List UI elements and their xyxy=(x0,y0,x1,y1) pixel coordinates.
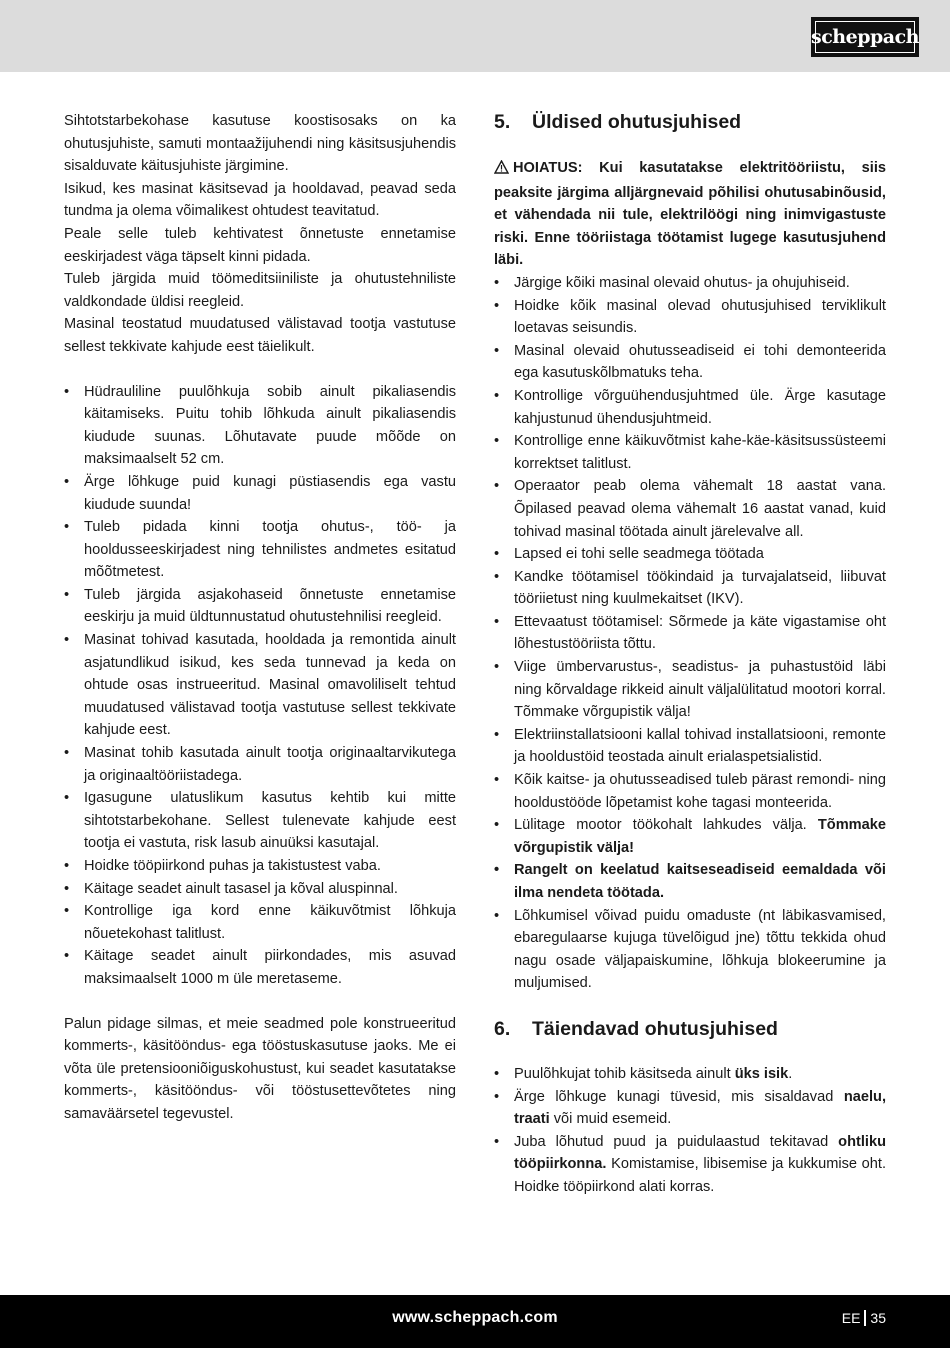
section-5-heading xyxy=(494,110,886,134)
bullet-dot: • xyxy=(494,726,500,743)
divider xyxy=(864,1310,866,1326)
bullet-dot: • xyxy=(64,880,70,897)
bullet-dot: • xyxy=(64,858,70,874)
bullet-dot: • xyxy=(494,907,500,924)
bullet-dot: • xyxy=(494,1133,500,1150)
list-item: • Käitage seadet ainult tasasel ja kõval aluspinnal. xyxy=(64,878,456,901)
bullet-dot: • xyxy=(64,519,70,536)
left-bullet-list xyxy=(64,381,456,991)
intro-paragraph: Isikud, kes masinat käsitsevad ja hooldavad, peavad seda tundma ja olema võimalikest ohtudest teavitatud. xyxy=(64,180,456,220)
list-item: • Tuleb järgida asjakohaseid õnnetuste ennetamise eeskirju ja muid üldtunnustatud ohutustehnilisi reegleid. xyxy=(64,584,456,629)
list-item: • Kontrollige võrguühendusjuhtmed üle. Ärge kasutage kahjustunud ühendusjuhtmeid. xyxy=(494,385,886,430)
warning-paragraph: HOIATUS: Kui kasutatakse elektritööriistu, siis peaksite järgima alljärgnevaid põhilisi ohutusabinõusid, et vähendada nii tule, elektrilöögi ning inimvigastuste riski. Enne tööriistaga töötamist lugege kasutusjuhend läbi. xyxy=(494,160,886,269)
right-column xyxy=(494,110,886,1199)
list-item: • Viige ümbervarustus-, seadistus- ja puhastustöid läbi ning kõrvaldage rikkeid ainult väljalülitatud mootori korral. Tõmmake võrgupistik välja! xyxy=(494,656,886,724)
bullet-dot: • xyxy=(64,632,70,649)
section-title: Täiendavad ohutusjuhised xyxy=(532,1017,778,1040)
list-item: • Kontrollige iga kord enne käikuvõtmist lõhkuja nõuetekohast talitlust. xyxy=(64,900,456,945)
list-item: • Elektriinstallatsiooni kallal tohivad installatsiooni, remonte ja hooldustöid teostada ainult erialaspetsialistid. xyxy=(494,724,886,769)
website-link[interactable]: www.scheppach.com xyxy=(392,1309,558,1326)
list-item: • Kontrollige enne käikuvõtmist kahe-käe-käsitsussüsteemi korrektset talitlust. xyxy=(494,430,886,475)
bullet-dot: • xyxy=(64,790,70,807)
footer-band xyxy=(0,1295,950,1348)
bullet-dot: • xyxy=(494,568,500,585)
bullet-dot: • xyxy=(494,387,500,404)
section-6-heading xyxy=(494,1017,886,1041)
list-item: • Operaator peab olema vähemalt 18 aastat vana. Õpilased peavad olema vähemalt 16 aastat vanad, kuid tohivad masinal töötada ainult järelevalve all. xyxy=(494,475,886,543)
language-code: EE xyxy=(841,1310,861,1326)
bullet-dot: • xyxy=(494,613,500,630)
warning-triangle-icon xyxy=(494,159,509,182)
list-item: • Kandke töötamisel töökindaid ja turvajalatseid, liibuvat tööriietust ning kuulmekaitset (IKV). xyxy=(494,566,886,611)
logo-text: scheppach xyxy=(815,21,915,53)
outro-paragraph: Palun pidage silmas, et meie seadmed pole konstrueeritud kommerts-, käsitööndus- ega tööstuskasutuse jaoks. Me ei võta üle pretensiooniõiguskohustust, kui seadet kasutatakse kommerts-, käsitööndus- või tööstusettevõtetes ning samaväärsetel tegevustel. xyxy=(64,1015,456,1122)
list-item: • Järgige kõiki masinal olevaid ohutus- ja ohujuhiseid. xyxy=(494,272,886,295)
section-number: 5. xyxy=(494,111,511,133)
intro-paragraph: Sihtotstarbekohase kasutuse koostisosaks on ka ohutusjuhiste, samuti montaažijuhendi ning käsitsusjuhendis sisalduvate käitusjuhiste järgimine. xyxy=(64,113,456,175)
bullet-dot: • xyxy=(64,383,70,400)
bullet-dot: • xyxy=(494,274,500,291)
section-number: 6. xyxy=(494,1017,511,1040)
list-item: • Hoidke kõik masinal olevad ohutusjuhised terviklikult loetavas seisundis. xyxy=(494,295,886,340)
bullet-dot: • xyxy=(494,433,500,450)
intro-paragraph: Tuleb järgida muid töömeditsiiniliste ja ohutustehniliste valdkondade üldisi reegleid. xyxy=(64,271,456,310)
bullet-dot: • xyxy=(64,586,70,603)
list-item: • Ettevaatust töötamisel: Sõrmede ja käte vigastamise oht lõhestustööriista tõttu. xyxy=(494,611,886,656)
bullet-dot: • xyxy=(494,817,500,834)
section-title: Üldised ohutusjuhised xyxy=(532,111,742,133)
list-item: • Kõik kaitse- ja ohutusseadised tuleb pärast remondi- ning hooldustööde lõpetamist kohe tagasi monteerida. xyxy=(494,769,886,814)
list-item: • Masinal olevaid ohutusseadiseid ei tohi demonteerida ega kasutuskõlbmatuks teha. xyxy=(494,340,886,385)
list-item: • Igasugune ulatuslikum kasutus kehtib kui mitte sihtotstarbekohane. Sellest tulenevate kahjude eest tootja ei vastuta, risk lasub ainuüksi kasutajal. xyxy=(64,787,456,855)
list-item: • Lülitage mootor töökohalt lahkudes välja. Tõmmake võrgupistik välja! xyxy=(494,814,886,859)
list-item: • Ärge lõhkuge puid kunagi püstiasendis ega vastu kiudude suunda! xyxy=(64,471,456,516)
header-band xyxy=(0,0,950,72)
section-6-bullet-list xyxy=(494,1063,886,1199)
bullet-dot: • xyxy=(64,745,70,762)
bullet-dot: • xyxy=(494,862,500,879)
bullet-dot: • xyxy=(494,478,500,495)
list-item: • Rangelt on keelatud kaitseseadiseid eemaldada või ilma nendeta töötada. xyxy=(494,859,886,904)
list-item: • Puulõhkujat tohib käsitseda ainult üks isik. xyxy=(494,1063,886,1086)
page-number: 35 xyxy=(870,1310,886,1326)
bullet-dot: • xyxy=(64,948,70,965)
list-item: • Lapsed ei tohi selle seadmega töötada xyxy=(494,543,886,566)
intro-paragraph: Masinal teostatud muudatused välistavad tootja vastutuse sellest tekkivate kahjude eest täielikult. xyxy=(64,316,456,355)
section-5-bullet-list xyxy=(494,272,886,995)
bullet-dot: • xyxy=(494,342,500,359)
bullet-dot: • xyxy=(494,1065,500,1082)
bullet-dot: • xyxy=(494,1088,500,1105)
list-item: • Lõhkumisel võivad puidu omaduste (nt läbikasvamised, ebaregulaarse kujuga tüvelõigud jne) tõttu tekkida ohud nagu osade väljapaiskumine, lõhkuja blokeerumine ja muljumised. xyxy=(494,905,886,995)
bullet-dot: • xyxy=(64,903,70,920)
list-item: • Käitage seadet ainult piirkondades, mis asuvad maksimaalselt 1000 m üle meretaseme. xyxy=(64,945,456,990)
intro-paragraph: Peale selle tuleb kehtivatest õnnetuste ennetamise eeskirjadest väga täpselt kinni pidada. xyxy=(64,225,456,265)
bullet-dot: • xyxy=(494,659,500,676)
list-item: • Masinat tohivad kasutada, hooldada ja remontida ainult asjatundlikud isikud, kes seda tunnevad ja keda on ohtude osas instrueeritud. Masinal omavoliliselt tehtud muudatused välistavad tootja vastutuse sellest tekkivate kahjude eest. xyxy=(64,629,456,742)
list-item: • Tuleb pidada kinni tootja ohutus-, töö- ja hooldusseeskirjadest ning tehnilistes andmetes esitatud mõõtmetest. xyxy=(64,516,456,584)
bullet-dot: • xyxy=(494,297,500,314)
scheppach-logo xyxy=(811,17,919,57)
list-item: • Masinat tohib kasutada ainult tootja originaaltarvikutega ja originaaltööriistadega. xyxy=(64,742,456,787)
page-indicator xyxy=(842,1310,886,1326)
bullet-dot: • xyxy=(494,546,500,563)
list-item: • Ärge lõhkuge kunagi tüvesid, mis sisaldavad naelu, traati või muid esemeid. xyxy=(494,1086,886,1131)
left-column xyxy=(64,110,456,1126)
list-item: • Juba lõhutud puud ja puidulaastud tekitavad ohtliku tööpiirkonna. Komistamise, libisemise ja kukkumise oht. Hoidke tööpiirkond alati korras. xyxy=(494,1131,886,1199)
bullet-dot: • xyxy=(64,473,70,490)
list-item: • Hüdrauliline puulõhkuja sobib ainult pikaliasendis käitamiseks. Puitu tohib lõhkuda ainult pikaliasendis kiudude suunas. Lõhutavate puude mõõde on maksimaalselt 52 cm. xyxy=(64,381,456,471)
list-item: • Hoidke tööpiirkond puhas ja takistustest vaba. xyxy=(64,855,456,878)
bullet-dot: • xyxy=(494,772,500,789)
